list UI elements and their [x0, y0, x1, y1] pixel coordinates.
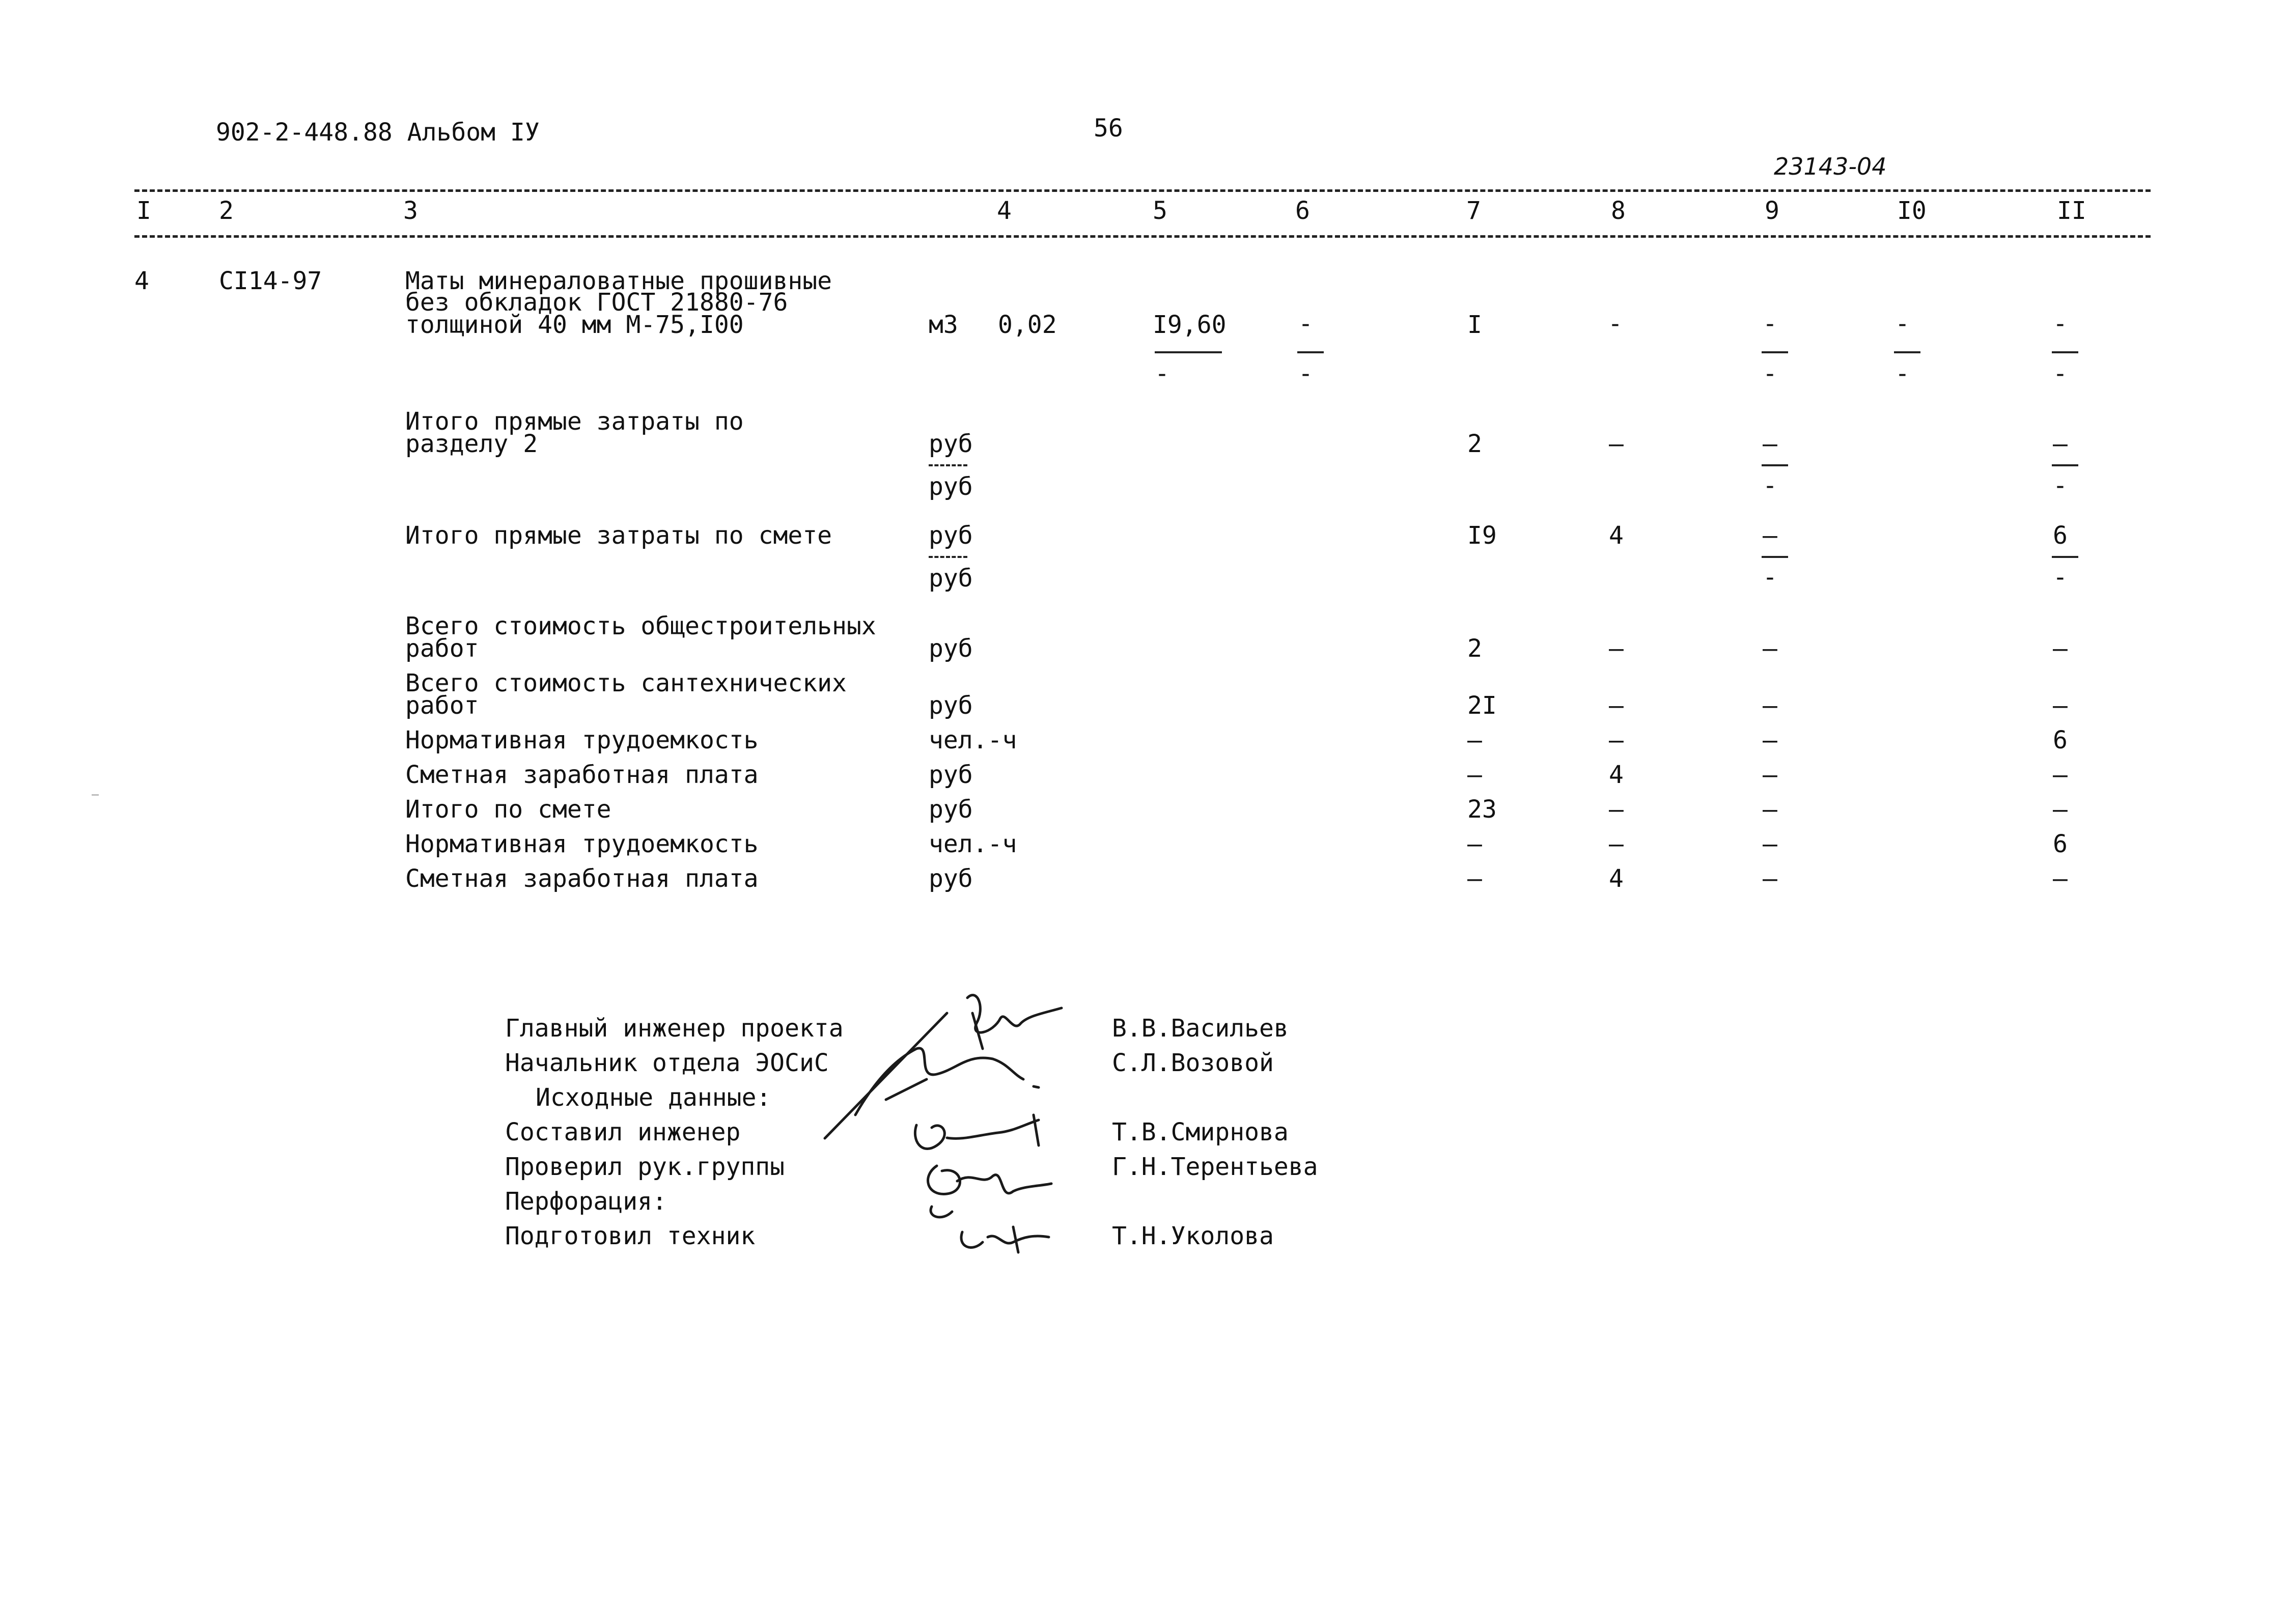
summary-unit: руб	[929, 691, 973, 720]
total-col8: 4	[1609, 521, 1624, 550]
total-unit-bottom: руб	[929, 472, 973, 501]
col11-bottom-mark: -	[2053, 471, 2068, 500]
col-header-10: I0	[1897, 197, 1927, 225]
col-header-2: 2	[219, 197, 234, 225]
item-col6-mark: -	[1298, 310, 1313, 338]
total-col9: –	[1763, 430, 1777, 458]
signature-role: Перфорация:	[505, 1187, 667, 1216]
summary-col7: –	[1467, 761, 1482, 789]
col-header-5: 5	[1153, 197, 1167, 225]
signature-role: Исходные данные:	[536, 1083, 771, 1112]
summary-label-line: Всего стоимость общестроительных	[405, 612, 876, 640]
item-col10-mark: -	[1895, 310, 1910, 338]
summary-label-line: работ	[405, 691, 479, 720]
col-header-4: 4	[997, 197, 1012, 225]
summary-col7: 2	[1467, 634, 1482, 663]
col-header-3: 3	[403, 197, 418, 225]
total-unit-top: руб	[929, 430, 973, 458]
summary-col11: –	[2053, 795, 2068, 824]
summary-unit: руб	[929, 795, 973, 824]
signature-name: Т.В.Смирнова	[1112, 1118, 1289, 1146]
total-label-line: разделу 2	[405, 430, 538, 458]
summary-col11: –	[2053, 761, 2068, 789]
summary-col9: –	[1763, 634, 1777, 663]
summary-label-line: Итого по смете	[405, 795, 611, 824]
item-price: I9,60	[1153, 311, 1227, 339]
signature-role: Главный инженер проекта	[505, 1014, 844, 1043]
summary-unit: чел.-ч	[929, 830, 1017, 858]
summary-col8: 4	[1609, 761, 1624, 789]
summary-col11: –	[2053, 634, 2068, 663]
col9-bottom-mark: -	[1763, 359, 1777, 388]
summary-col7: –	[1467, 726, 1482, 754]
signature-name: Г.Н.Терентьева	[1112, 1153, 1318, 1181]
summary-col11: 6	[2053, 830, 2068, 858]
col-header-9: 9	[1765, 197, 1779, 225]
summary-col9: –	[1763, 726, 1777, 754]
col11-bottom-mark: -	[2053, 563, 2068, 592]
summary-label-line: Сметная заработная плата	[405, 864, 759, 893]
summary-col7: –	[1467, 830, 1482, 858]
summary-col7: 2I	[1467, 691, 1497, 720]
col10-bottom-mark: -	[1895, 359, 1910, 388]
summary-col8: –	[1609, 691, 1624, 720]
item-quantity: 0,02	[998, 311, 1057, 339]
total-col11: 6	[2053, 521, 2068, 550]
item-description-line: без обкладок ГОСТ 21880-76	[405, 288, 788, 317]
summary-unit: руб	[929, 761, 973, 789]
signature-role: Составил инженер	[505, 1118, 741, 1146]
signature-role: Подготовил техник	[505, 1222, 756, 1250]
summary-col8: –	[1609, 830, 1624, 858]
price-bottom-mark: -	[1155, 359, 1169, 388]
total-col7: I9	[1467, 521, 1497, 550]
inventory-number: 23143-04	[1774, 153, 1887, 180]
item-col8-mark: -	[1608, 310, 1623, 338]
item-description-line: толщиной 40 мм М-75,I00	[405, 311, 744, 339]
summary-unit: чел.-ч	[929, 726, 1017, 754]
signature-role: Начальник отдела ЭОСиС	[505, 1049, 829, 1077]
item-description-line: Маты минераловатные прошивные	[405, 267, 832, 295]
col-header-6: 6	[1295, 197, 1310, 225]
summary-col7: –	[1467, 864, 1482, 893]
item-unit: м3	[929, 311, 958, 339]
signature-name: В.В.Васильев	[1112, 1014, 1289, 1043]
summary-col9: –	[1763, 691, 1777, 720]
document-code: 902-2-448.88 Альбом IУ	[216, 118, 540, 147]
summary-col8: 4	[1609, 864, 1624, 893]
summary-col8: –	[1609, 634, 1624, 663]
col-header-1: I	[136, 197, 151, 225]
total-unit-top: руб	[929, 521, 973, 550]
total-col7: 2	[1467, 430, 1482, 458]
col9-bottom-mark: -	[1763, 563, 1777, 592]
summary-col9: –	[1763, 761, 1777, 789]
summary-col9: –	[1763, 864, 1777, 893]
summary-col8: –	[1609, 795, 1624, 824]
summary-col11: 6	[2053, 726, 2068, 754]
total-label-line: Итого прямые затраты по смете	[405, 521, 832, 550]
item-code: СI14-97	[219, 267, 322, 295]
total-col8: –	[1609, 430, 1624, 458]
summary-col9: –	[1763, 830, 1777, 858]
summary-label-line: Всего стоимость сантехнических	[405, 669, 847, 697]
signature-name: С.Л.Возовой	[1112, 1049, 1274, 1077]
summary-col11: –	[2053, 864, 2068, 893]
signature-role: Проверил рук.группы	[505, 1153, 785, 1181]
col9-bottom-mark: -	[1763, 471, 1777, 500]
summary-label-line: Сметная заработная плата	[405, 761, 759, 789]
summary-col8: –	[1609, 726, 1624, 754]
item-col9-mark: -	[1763, 310, 1777, 338]
col6-bottom-mark: -	[1298, 359, 1313, 388]
total-col9: –	[1763, 521, 1777, 550]
total-col11: –	[2053, 430, 2068, 458]
summary-col11: –	[2053, 691, 2068, 720]
item-col7-value: I	[1467, 311, 1482, 339]
summary-col7: 23	[1467, 795, 1497, 824]
col-header-7: 7	[1466, 197, 1481, 225]
summary-unit: руб	[929, 864, 973, 893]
summary-unit: руб	[929, 634, 973, 663]
page-number: 56	[1094, 114, 1123, 143]
summary-col9: –	[1763, 795, 1777, 824]
total-unit-bottom: руб	[929, 564, 973, 593]
summary-label-line: Нормативная трудоемкость	[405, 830, 759, 858]
item-number: 4	[134, 267, 149, 295]
col11-bottom-mark: -	[2053, 359, 2068, 388]
col-header-11: II	[2057, 197, 2086, 225]
signature-name: Т.Н.Уколова	[1112, 1222, 1274, 1250]
total-label-line: Итого прямые затраты по	[405, 407, 744, 436]
col-header-8: 8	[1611, 197, 1626, 225]
summary-label-line: работ	[405, 634, 479, 663]
summary-label-line: Нормативная трудоемкость	[405, 726, 759, 754]
item-col11-mark: -	[2053, 310, 2068, 338]
